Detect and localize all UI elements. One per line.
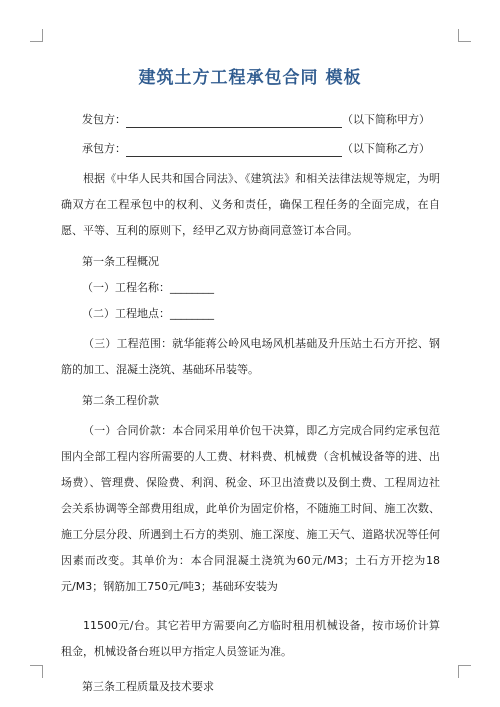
corner-mark-top-left <box>30 29 43 42</box>
equipment-rental-paragraph: 11500元/台。其它若甲方需要向乙方临时租用机械设备，按市场价计算租金，机械设备台班以甲方指定人员签证为准。 <box>61 619 440 658</box>
corner-mark-bottom-left <box>30 665 43 678</box>
document-title: 建筑土方工程承包合同 模板 <box>138 68 362 88</box>
party-b-suffix: （以下简称乙方） <box>342 142 430 155</box>
project-location-line: （二）工程地点：________ <box>82 307 214 320</box>
corner-mark-top-right <box>458 29 471 42</box>
party-a-label: 发包方： <box>82 113 126 126</box>
document-body <box>61 111 440 695</box>
preamble-paragraph: 根据《中华人民共和国合同法》、《建筑法》和相关法律法规等规定，为明确双方在工程承包中的权利、义务和责任，确保工程任务的全面完成，在自愿、平等、互利的原则下，经甲乙双方协商同意签订本合同。 <box>61 172 440 237</box>
article1-heading: 第一条工程概况 <box>82 255 159 268</box>
project-name-line: （一）工程名称：________ <box>82 281 214 294</box>
corner-mark-bottom-right <box>458 665 471 678</box>
article2-heading: 第二条工程价款 <box>82 394 159 407</box>
party-b-label: 承包方： <box>82 142 126 155</box>
party-a-blank[interactable] <box>126 116 342 128</box>
party-a-suffix: （以下简称甲方） <box>342 113 430 126</box>
party-b-blank[interactable] <box>126 145 342 157</box>
party-b-line <box>61 140 440 157</box>
party-a-line <box>61 111 440 128</box>
article3-heading: 第三条工程质量及技术要求 <box>82 680 214 693</box>
project-scope-paragraph: （三）工程范围：就华能蒋公岭风电场风机基础及升压站土石方开挖、钢筋的加工、混凝土浇筑、基础环吊装等。 <box>61 337 440 376</box>
contract-price-paragraph: （一）合同价款：本合同采用单价包干决算，即乙方完成合同约定承包范围内全部工程内容所需要的人工费、材料费、机械费（含机械设备等的进、出场费）、管理费、保险费、利润、税金、环卫出渣费以及倒土费、工程周边社会关系协调等全部费用组成，此单价为固定价格，不随施工时间、施工次数、施工分层分段、所遇到土石方的类别、施工深度、施工天气、道路状况等任何因素而改变。其单价为：本合同混凝土浇筑为60元/M3；土石方开挖为18元/M3；钢筋加工750元/吨3；基础环安装为 <box>61 424 440 593</box>
